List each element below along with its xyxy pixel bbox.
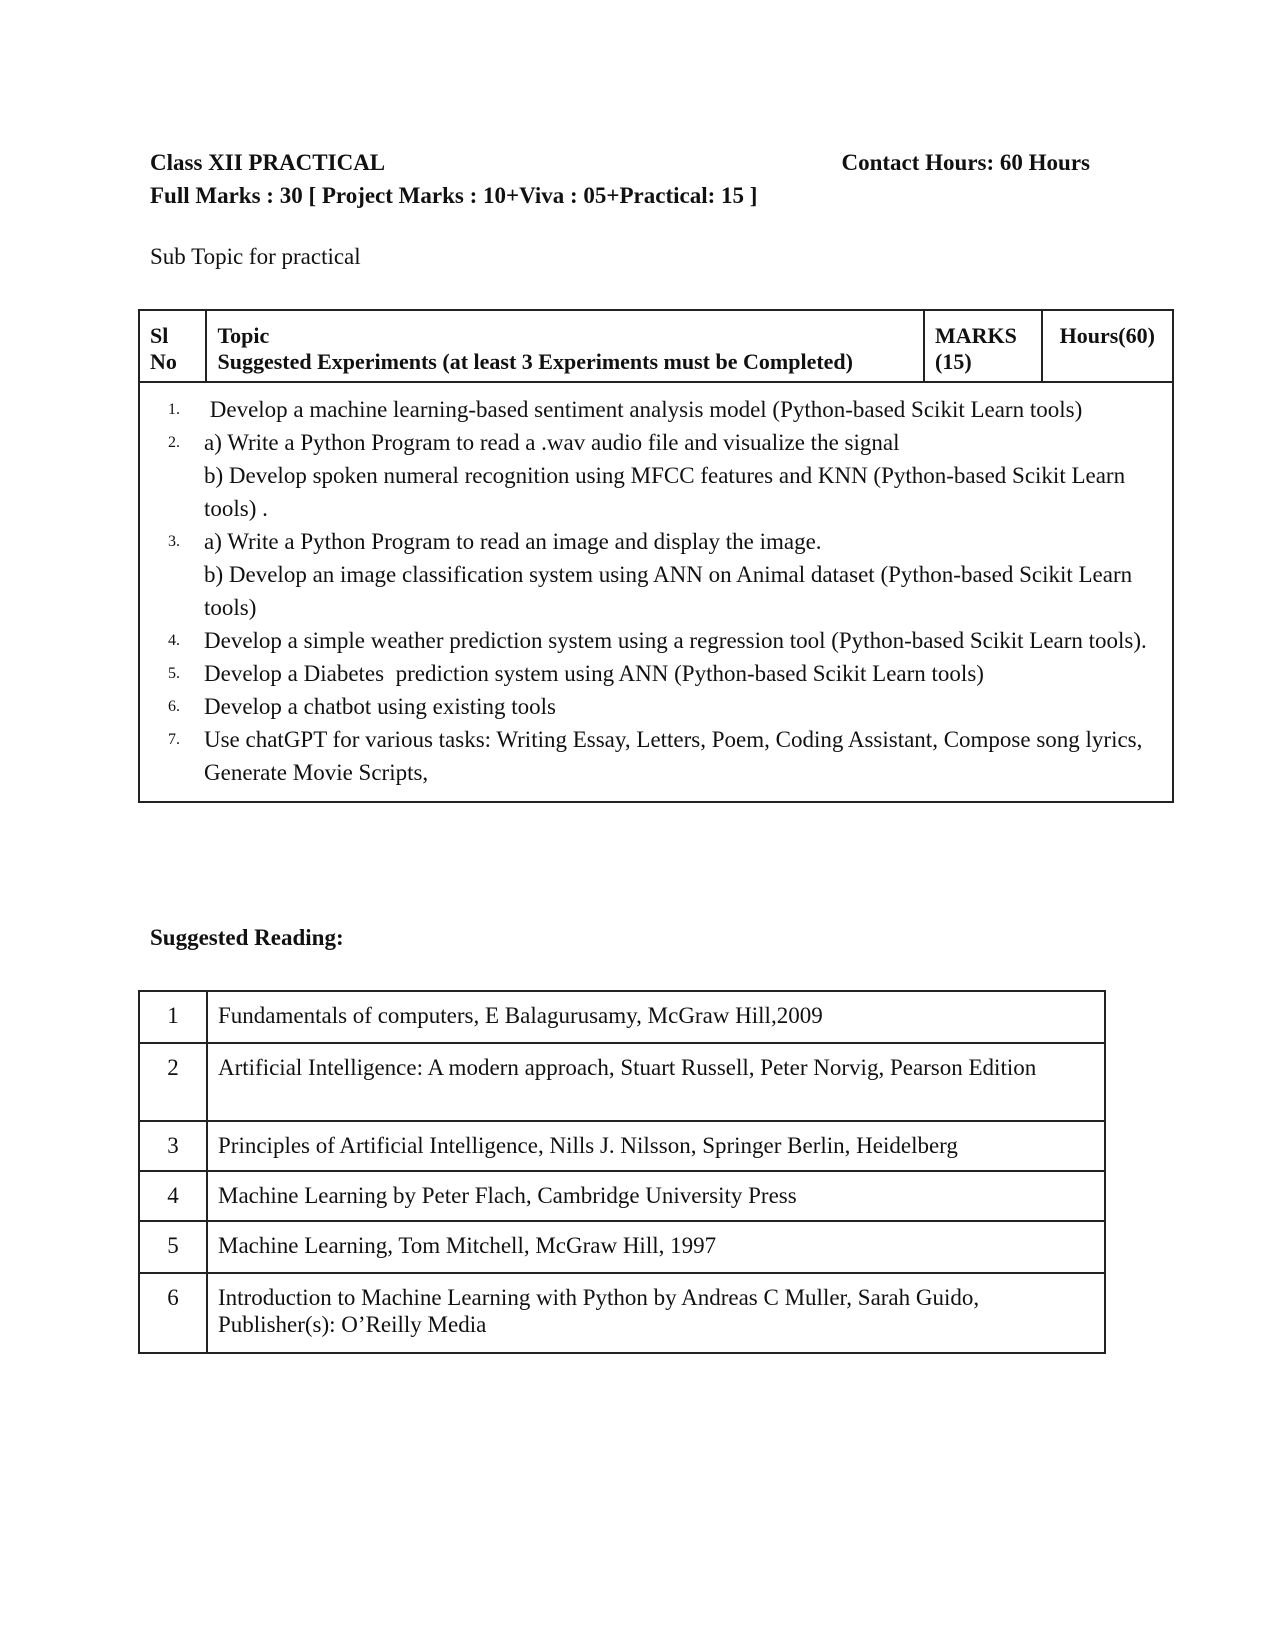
reading-table-body: [139, 991, 1105, 1353]
col-marks-label-2: (15): [935, 349, 972, 374]
experiments-cell: [139, 382, 1173, 802]
experiment-line: Develop a simple weather prediction system using a regression tool (Python-based Scikit Learn tools).: [204, 628, 1147, 653]
col-sl-label-1: Sl: [150, 323, 169, 348]
contact-hours: Contact Hours: 60 Hours: [841, 150, 1090, 175]
experiment-text: [204, 723, 1162, 789]
experiment-number: 3.: [168, 533, 180, 550]
experiment-item: [140, 624, 1162, 657]
experiment-text: [204, 690, 1162, 723]
reading-entry: Machine Learning, Tom Mitchell, McGraw Hill, 1997: [207, 1221, 1105, 1273]
col-topic-header: [206, 310, 924, 382]
reading-row: [139, 1171, 1105, 1221]
experiment-line: Develop a Diabetes prediction system using ANN (Python-based Scikit Learn tools): [204, 661, 984, 686]
reading-row: [139, 1221, 1105, 1273]
experiment-line: Develop a machine learning-based sentiment analysis model (Python-based Scikit Learn tools): [204, 397, 1083, 422]
experiment-line: a) Write a Python Program to read a .wav audio file and visualize the signal: [204, 430, 900, 455]
reading-number: 4: [139, 1171, 207, 1221]
experiment-item: [140, 393, 1162, 426]
experiment-item: [140, 690, 1162, 723]
experiment-text: [204, 525, 1162, 624]
reading-entry: Introduction to Machine Learning with Python by Andreas C Muller, Sarah Guido, Publisher(s): O’Reilly Media: [207, 1273, 1105, 1353]
class-title: Class XII PRACTICAL: [150, 150, 386, 175]
experiment-line: b) Develop spoken numeral recognition using MFCC features and KNN (Python-based Scikit Learn tools) .: [204, 463, 1131, 521]
experiment-item: [140, 426, 1162, 525]
col-topic-label-2: Suggested Experiments (at least 3 Experiments must be Completed): [217, 349, 853, 374]
experiment-line: a) Write a Python Program to read an image and display the image.: [204, 529, 822, 554]
col-hours-label: Hours(60): [1059, 323, 1155, 348]
reading-table: [138, 990, 1106, 1354]
col-topic-label-1: Topic: [217, 323, 270, 348]
col-sl-header: [139, 310, 206, 382]
experiment-line: Use chatGPT for various tasks: Writing Essay, Letters, Poem, Coding Assistant, Compose song lyrics, Generate Movie Scripts,: [204, 727, 1149, 785]
experiment-item: [140, 723, 1162, 789]
practical-table: [138, 309, 1174, 803]
experiment-text: [204, 393, 1162, 426]
reading-number: 3: [139, 1121, 207, 1171]
col-marks-label-1: MARKS: [935, 323, 1017, 348]
experiment-text: [204, 657, 1162, 690]
reading-row: [139, 1121, 1105, 1171]
experiment-line: b) Develop an image classification system using ANN on Animal dataset (Python-based Scikit Learn tools): [204, 562, 1138, 620]
experiment-number: 7.: [168, 731, 180, 748]
reading-entry: Fundamentals of computers, E Balagurusamy, McGraw Hill,2009: [207, 991, 1105, 1043]
page-header: [150, 146, 1090, 212]
reading-row: [139, 991, 1105, 1043]
experiment-item: [140, 525, 1162, 624]
reading-entry: Artificial Intelligence: A modern approach, Stuart Russell, Peter Norvig, Pearson Edition: [207, 1043, 1105, 1121]
header-line-1: [150, 146, 1090, 179]
reading-number: 5: [139, 1221, 207, 1273]
col-hours-header: [1042, 310, 1173, 382]
subtopic-label: Sub Topic for practical: [150, 244, 361, 269]
reading-number: 2: [139, 1043, 207, 1121]
reading-entry: Machine Learning by Peter Flach, Cambridge University Press: [207, 1171, 1105, 1221]
experiment-number: 2.: [168, 434, 180, 451]
experiment-text: [204, 426, 1162, 525]
experiments-list: [140, 393, 1162, 789]
suggested-reading-title: Suggested Reading:: [150, 925, 344, 950]
reading-row: [139, 1273, 1105, 1353]
reading-row: [139, 1043, 1105, 1121]
reading-number: 6: [139, 1273, 207, 1353]
col-sl-label-2: No: [150, 349, 177, 374]
experiment-number: 4.: [168, 632, 180, 649]
col-marks-header: [924, 310, 1042, 382]
reading-number: 1: [139, 991, 207, 1043]
experiment-number: 1.: [168, 401, 180, 418]
reading-entry: Principles of Artificial Intelligence, Nills J. Nilsson, Springer Berlin, Heidelberg: [207, 1121, 1105, 1171]
practical-table-header: [139, 310, 1173, 382]
experiment-line: Develop a chatbot using existing tools: [204, 694, 556, 719]
full-marks: Full Marks : 30 [ Project Marks : 10+Viva : 05+Practical: 15 ]: [150, 183, 758, 208]
experiment-number: 6.: [168, 698, 180, 715]
experiment-number: 5.: [168, 665, 180, 682]
experiment-text: [204, 624, 1162, 657]
experiments-row: [139, 382, 1173, 802]
experiment-item: [140, 657, 1162, 690]
